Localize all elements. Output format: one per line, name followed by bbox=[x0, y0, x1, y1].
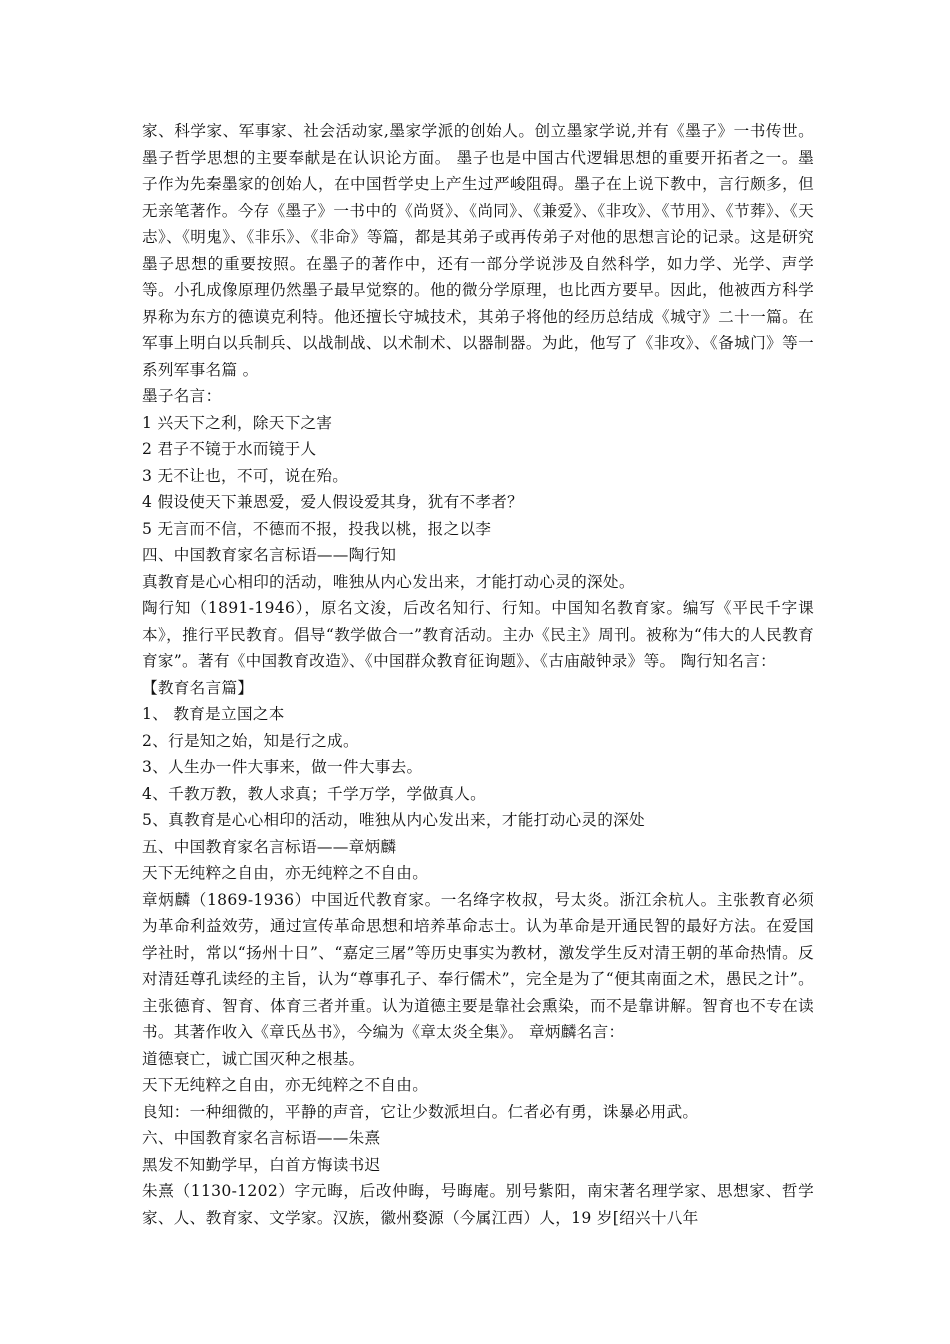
mozi-quote-2: 2 君子不镜于水而镜于人 bbox=[142, 440, 317, 458]
document-page bbox=[142, 118, 814, 1231]
tao-bio-paragraph: 陶行知（1891-1946），原名文浚，后改名知行、行知。中国知名教育家。编写《平民千字课本》，推行平民教育。倡导“教学做合一”教育活动。主办《民主》周刊。被称为“伟大的人民教育育家”。著有《中国教育改造》、《中国群众教育征询题》、《古庙敲钟录》等。 陶行知名言： bbox=[142, 599, 814, 670]
zhang-section-heading: 五、中国教育家名言标语——章炳麟 bbox=[142, 837, 397, 856]
mozi-intro-paragraph: 家、科学家、军事家、社会活动家,墨家学派的创始人。创立墨家学说,并有《墨子》一书传世。墨子哲学思想的主要奉献是在认识论方面。 墨子也是中国古代逻辑思想的重要开拓者之一。墨子作为先秦墨家的创始人，在中国哲学史上产生过严峻阻碍。墨子在上说下教中，言行颇多，但无亲笔著作。今存《墨子》一书中的《尚贤》、《尚同》、《兼爱》、《非攻》、《节用》、《节葬》、《天志》、《明鬼》、《非乐》、《非命》等篇，都是其弟子或再传弟子对他的思想言论的记录。这是研究墨子思想的重要按照。在墨子的著作中，还有一部分学说涉及自然科学，如力学、光学、声学等。小孔成像原理仍然墨子最早觉察的。他的微分学原理，也比西方要早。因此，他被西方科学界称为东方的德谟克利特。他还擅长守城技术，其弟子将他的经历总结成《城守》二十一篇。在军事上明白以兵制兵、以战制战、以术制术、以器制器。为此，他写了《非攻》、《备城门》等一系列军事名篇 。 bbox=[142, 122, 814, 379]
zhang-motto: 天下无纯粹之自由，亦无纯粹之不自由。 bbox=[142, 864, 429, 882]
tao-section-heading: 四、中国教育家名言标语——陶行知 bbox=[142, 546, 397, 564]
zhu-bio-paragraph: 朱熹（1130-1202）字元晦，后改仲晦，号晦庵。别号紫阳，南宋著名理学家、思想家、哲学家、人、教育家、文学家。汉族，徽州婺源（今属江西）人，19 岁[绍兴十八年 bbox=[142, 1182, 814, 1227]
zhang-quote-2: 天下无纯粹之自由，亦无纯粹之不自由。 bbox=[142, 1076, 429, 1094]
zhang-quote-1: 道德衰亡，诚亡国灭种之根基。 bbox=[142, 1049, 365, 1068]
mozi-quote-1: 1 兴天下之利，除天下之害 bbox=[142, 413, 333, 432]
tao-quote-2: 2、行是知之始，知是行之成。 bbox=[142, 731, 359, 750]
tao-quote-5: 5、真教育是心心相印的活动，唯独从内心发出来，才能打动心灵的深处 bbox=[142, 811, 645, 829]
mozi-quotes-heading: 墨子名言： bbox=[142, 387, 222, 405]
zhang-quote-3: 良知：一种细微的，平静的声音，它让少数派坦白。仁者必有勇，诛暴必用武。 bbox=[142, 1102, 699, 1121]
tao-motto: 真教育是心心相印的活动，唯独从内心发出来，才能打动心灵的深处。 bbox=[142, 572, 635, 591]
zhu-motto: 黑发不知勤学早，白首方悔读书迟 bbox=[142, 1155, 381, 1174]
tao-quote-1: 1、 教育是立国之本 bbox=[142, 705, 285, 723]
mozi-quote-3: 3 无不让也，不可，说在殆。 bbox=[142, 466, 349, 485]
zhu-section-heading: 六、中国教育家名言标语——朱熹 bbox=[142, 1129, 381, 1147]
tao-quote-4: 4、千教万教，教人求真；千学万学，学做真人。 bbox=[142, 784, 486, 803]
tao-quotes-title: 【教育名言篇】 bbox=[142, 678, 254, 697]
mozi-quote-4: 4 假设使天下兼恩爱，爱人假设爱其身，犹有不孝者？ bbox=[142, 493, 524, 511]
tao-quote-3: 3、人生办一件大事来，做一件大事去。 bbox=[142, 758, 423, 776]
mozi-quote-5: 5 无言而不信，不德而不报，投我以桃，报之以李 bbox=[142, 519, 492, 538]
zhang-bio-paragraph: 章炳麟（1869-1936）中国近代教育家。一名绛字枚叔，号太炎。浙江余杭人。主张教育必须为革命利益效劳，通过宣传革命思想和培养革命志士。认为革命是开通民智的最好方法。在爱国学社时，常以“扬州十日”、“嘉定三屠”等历史事实为教材，激发学生反对清王朝的革命热情。反对清廷尊孔读经的主旨，认为“尊事孔子、奉行儒术”，完全是为了“便其南面之术，愚民之计”。主张德育、智育、体育三者并重。认为道德主要是靠社会熏染，而不是靠讲解。智育也不专在读书。其著作收入《章氏丛书》，今编为《章太炎全集》。 章炳麟名言： bbox=[142, 890, 814, 1041]
